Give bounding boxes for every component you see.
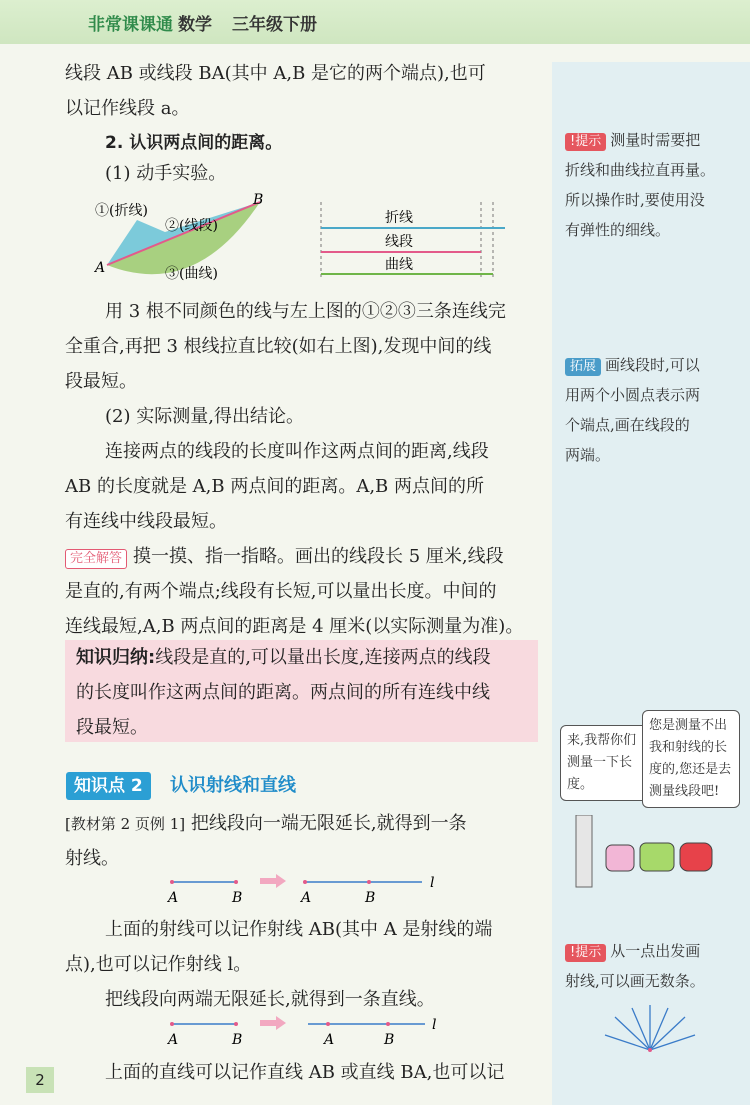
ray-l: l: [430, 875, 435, 891]
brand-title: 非常课课通: [88, 15, 173, 35]
example-line-b: 射线。: [65, 848, 119, 869]
subsection-2: (2) 实际测量,得出结论。: [105, 406, 304, 427]
extension-badge: 拓展: [565, 358, 601, 376]
point-b-label: B: [253, 192, 264, 208]
ray-b1: B: [232, 890, 243, 906]
ext-line-b: 用两个小圆点表示两: [565, 386, 701, 404]
answer-tag: 完全解答: [65, 549, 127, 569]
tip-badge: !提示: [565, 133, 606, 151]
paragraph-1b: 以记作线段 a。: [65, 98, 190, 119]
page-header: [0, 0, 750, 44]
paragraph-4b: 点),也可以记作射线 l。: [65, 954, 252, 975]
line-b1: B: [232, 1032, 243, 1048]
ext-text-a: 画线段时,可以: [605, 356, 700, 374]
speech-bubble-line: 您是测量不出我和射线的长度的,您还是去测量线段吧!: [642, 710, 740, 808]
tip1-line-c: 所以操作时,要使用没: [565, 191, 705, 209]
summary-text-a: 线段是直的,可以量出长度,连接两点的线段: [155, 647, 491, 668]
answer-text-a: 摸一摸、指一指略。画出的线段长 5 厘米,线段: [133, 546, 504, 567]
character-icon: [640, 843, 674, 871]
speech-bubble-ruler: 来,我帮你们测量一下长度。: [560, 725, 652, 801]
page-number: 2: [26, 1067, 54, 1093]
line-figure: [160, 1012, 460, 1048]
tip1-text-a: 测量时需要把: [610, 131, 701, 149]
fig2-label-segment: 线段: [385, 234, 413, 250]
example-text-a: 把线段向一端无限延长,就得到一条: [190, 813, 467, 834]
knowledge-point-title: 认识射线和直线: [170, 775, 296, 796]
line-a2: A: [324, 1032, 335, 1048]
knowledge-point-heading: [66, 772, 306, 800]
tip1-line-b: 折线和曲线拉直再量。: [565, 161, 716, 179]
ray-b2: B: [365, 890, 376, 906]
grade-label: 三年级下册: [232, 15, 317, 35]
paragraph-3b: AB 的长度就是 A,B 两点间的距离。A,B 两点间的所: [65, 476, 485, 497]
knowledge-point-badge: 知识点 2: [66, 772, 151, 800]
ext-line-c: 个端点,画在线段的: [565, 416, 690, 434]
paragraph-4a: 上面的射线可以记作射线 AB(其中 A 是射线的端: [105, 919, 493, 940]
paragraph-2a: 用 3 根不同颜色的线与左上图的①②③三条连线完: [105, 301, 506, 322]
rays-fan-figure: [600, 1005, 700, 1055]
ray-a1: A: [168, 890, 179, 906]
subsection-1: (1) 动手实验。: [105, 163, 227, 184]
tip2-line-a: [565, 936, 745, 966]
summary-line-c: 段最短。: [76, 717, 148, 738]
line-b2: B: [384, 1032, 395, 1048]
tip2-line-b: 射线,可以画无数条。: [565, 972, 705, 990]
line-l: l: [432, 1017, 437, 1033]
summary-line-b: 的长度叫作这两点间的距离。两点间的所有连线中线: [76, 682, 490, 703]
paragraph-3c: 有连线中线段最短。: [65, 511, 227, 532]
ray-figure: [160, 870, 460, 906]
paragraph-1a: 线段 AB 或线段 BA(其中 A,B 是它的两个端点),也可: [65, 63, 486, 84]
paragraph-6: 上面的直线可以记作直线 AB 或直线 BA,也可以记: [105, 1062, 505, 1083]
label-folded: ①(折线): [95, 203, 148, 219]
tip1-line-d: 有弹性的细线。: [565, 221, 671, 239]
answer-line-b: 是直的,有两个端点;线段有长短,可以量出长度。中间的: [65, 581, 497, 602]
paragraph-2b: 全重合,再把 3 根线拉直比较(如右上图),发现中间的线: [65, 336, 492, 357]
tip-badge: !提示: [565, 944, 606, 962]
arrow-icon: [260, 1016, 286, 1030]
tip2-text-a: 从一点出发画: [610, 942, 701, 960]
character-icon: [680, 843, 712, 871]
answer-line-a: [65, 539, 540, 574]
tip1-line-a: [565, 125, 745, 155]
character-icon: [606, 845, 634, 871]
fig2-label-folded: 折线: [385, 210, 413, 226]
answer-line-c: 连线最短,A,B 两点间的距离是 4 厘米(以实际测量为准)。: [65, 616, 524, 637]
section-heading: 2. 认识两点间的距离。: [105, 133, 283, 153]
example-line-a: [65, 806, 540, 842]
summary-label: 知识归纳:: [76, 647, 156, 668]
ext-line-a: [565, 350, 745, 380]
point-a-label: A: [95, 260, 106, 276]
arrow-icon: [260, 874, 286, 888]
paragraph-3a: 连接两点的线段的长度叫作这两点间的距离,线段: [105, 441, 489, 462]
cartoon-illustration: [568, 815, 738, 890]
summary-line-a: [76, 640, 536, 675]
label-curve: ③(曲线): [165, 266, 218, 282]
connections-figure: [85, 190, 295, 290]
example-tag: [教材第 2 页例 1]: [65, 815, 186, 833]
fig2-label-curve: 曲线: [385, 257, 413, 273]
paragraph-5: 把线段向两端无限延长,就得到一条直线。: [105, 989, 435, 1010]
ray-a2: A: [301, 890, 312, 906]
paragraph-2c: 段最短。: [65, 371, 137, 392]
label-segment: ②(线段): [165, 218, 218, 234]
line-a1: A: [168, 1032, 179, 1048]
straightened-lines-figure: [315, 200, 515, 280]
subject-label: 数学: [178, 15, 212, 35]
ruler-icon: [576, 815, 592, 887]
ext-line-d: 两端。: [565, 446, 611, 464]
